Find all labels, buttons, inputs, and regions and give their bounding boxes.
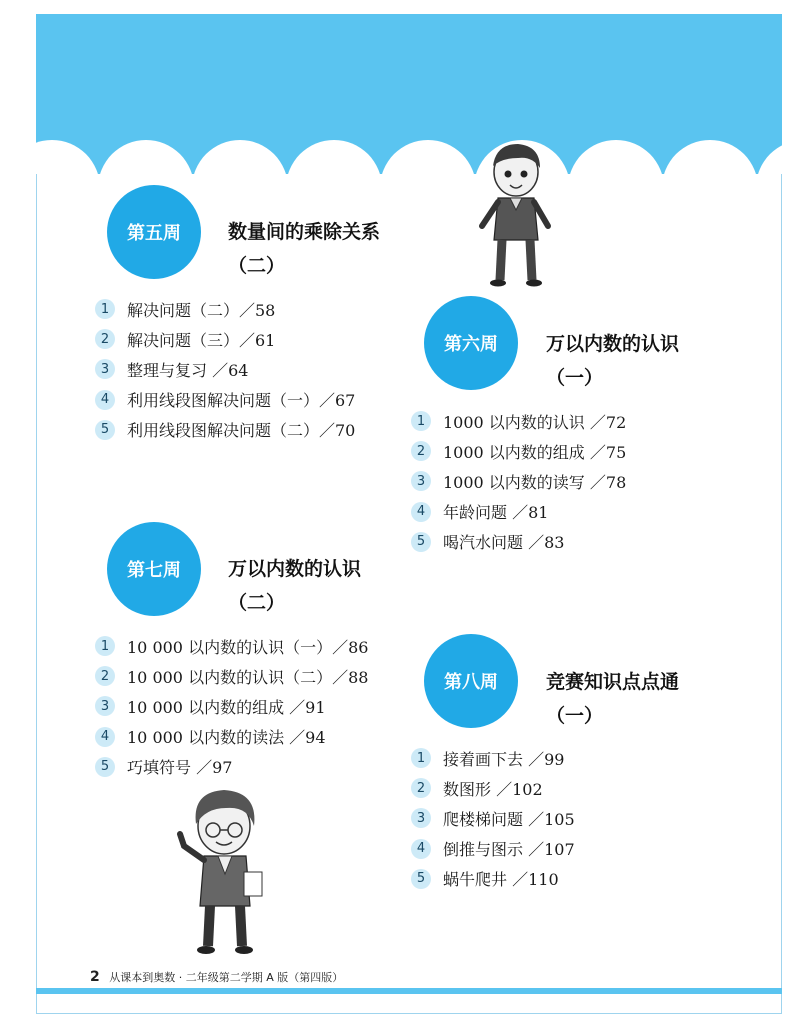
item-text: 喝汽水问题 ／83 [443,533,565,553]
scallop [662,140,758,174]
week-6-badge: 第六周 [424,296,518,390]
item-text: 10 000 以内数的认识（一）／86 [127,637,369,657]
item-text: 利用线段图解决问题（二）／70 [127,421,356,441]
item-text: 利用线段图解决问题（一）／67 [127,391,356,411]
list-item[interactable] [411,436,626,466]
item-number-badge: 2 [411,441,431,461]
scallop [192,140,288,174]
item-number-badge: 1 [95,636,115,656]
item-text: 巧填符号 ／97 [127,758,233,778]
item-number-badge: 3 [411,471,431,491]
book-title: 从课本到奥数 · 二年级第二学期 A 版（第四版） [109,971,344,984]
item-text: 1000 以内数的认识 ／72 [443,412,627,432]
item-text: 接着画下去 ／99 [443,749,565,769]
item-number-badge: 1 [95,299,115,319]
item-text: 解决问题（三）／61 [127,330,276,350]
list-item[interactable] [95,631,368,661]
footer-bar [36,988,782,994]
item-number-badge: 2 [95,666,115,686]
list-item[interactable] [95,385,355,415]
week-7-badge: 第七周 [107,522,201,616]
scallop [568,140,664,174]
item-number-badge: 4 [95,727,115,747]
list-item[interactable] [95,354,355,384]
scallop [36,140,100,174]
list-item[interactable] [95,661,368,691]
item-number-badge: 1 [411,411,431,431]
list-item[interactable] [411,864,575,894]
item-number-badge: 3 [95,696,115,716]
item-text: 1000 以内数的组成 ／75 [443,442,627,462]
item-number-badge: 5 [411,869,431,889]
scallop [98,140,194,174]
item-number-badge: 5 [411,532,431,552]
scallop [756,140,782,174]
list-item[interactable] [95,415,355,445]
item-text: 10 000 以内数的组成 ／91 [127,697,326,717]
week-8-badge: 第八周 [424,634,518,728]
scallop [286,140,382,174]
item-text: 数图形 ／102 [443,779,543,799]
boy-mascot-illustration [466,136,566,288]
item-number-badge: 4 [95,390,115,410]
week-5-list [95,294,355,445]
list-item[interactable] [95,691,368,721]
list-item[interactable] [95,722,368,752]
week-6-title: 万以内数的认识 （一） [546,333,680,389]
item-text: 解决问题（二）／58 [127,300,276,320]
item-number-badge: 4 [411,502,431,522]
week-5-badge: 第五周 [107,185,201,279]
list-item[interactable] [411,834,575,864]
item-text: 蜗牛爬井 ／110 [443,870,559,890]
week-6-list [411,406,626,557]
item-text: 爬楼梯问题 ／105 [443,809,575,829]
item-number-badge: 3 [95,359,115,379]
week-8-title: 竞赛知识点点通 （一） [546,671,680,727]
list-item[interactable] [411,527,626,557]
header-band [36,14,782,174]
item-number-badge: 4 [411,839,431,859]
scallop [380,140,476,174]
item-text: 年龄问题 ／81 [443,503,549,523]
item-text: 10 000 以内数的认识（二）／88 [127,667,369,687]
item-number-badge: 5 [95,757,115,777]
week-8-list [411,743,575,894]
item-number-badge: 2 [95,329,115,349]
teacher-mascot-illustration [166,784,276,956]
item-number-badge: 1 [411,748,431,768]
list-item[interactable] [411,773,575,803]
item-number-badge: 2 [411,778,431,798]
item-text: 倒推与图示 ／107 [443,840,575,860]
list-item[interactable] [411,466,626,496]
list-item[interactable] [95,324,355,354]
week-7-list [95,631,368,782]
item-text: 整理与复习 ／64 [127,360,249,380]
item-number-badge: 3 [411,808,431,828]
item-text: 1000 以内数的读写 ／78 [443,472,627,492]
list-item[interactable] [411,406,626,436]
list-item[interactable] [411,743,575,773]
list-item[interactable] [411,803,575,833]
week-7-title: 万以内数的认识 （二） [228,558,362,614]
list-item[interactable] [95,752,368,782]
page-number: 2 [90,969,100,985]
week-5-title: 数量间的乘除关系 （二） [228,221,381,277]
page-footer [90,969,343,985]
list-item[interactable] [95,294,355,324]
list-item[interactable] [411,497,626,527]
item-number-badge: 5 [95,420,115,440]
item-text: 10 000 以内数的读法 ／94 [127,728,326,748]
